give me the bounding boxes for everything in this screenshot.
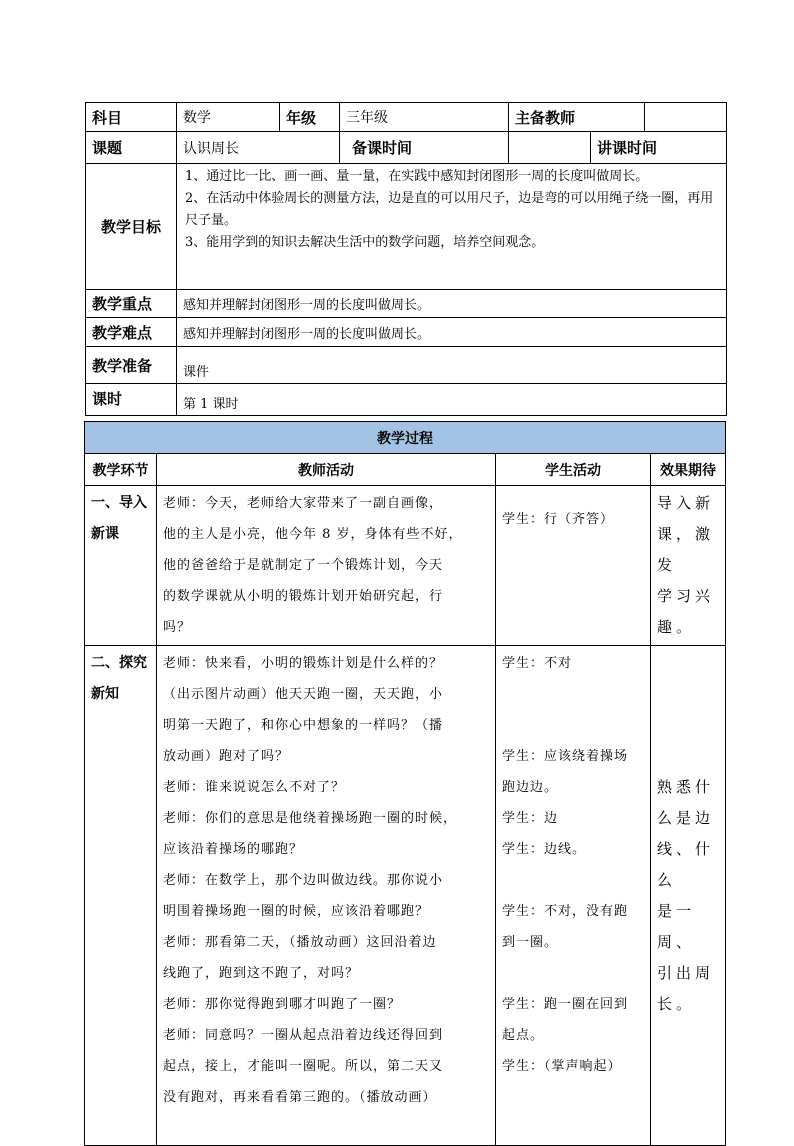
stage-line: 新知 — [91, 686, 119, 702]
effect-line: 是一周、 — [657, 901, 696, 951]
effect-line: 课，激发 — [657, 525, 715, 574]
stage-line: 一、导入 — [91, 495, 147, 511]
student-line: 跑边边。 — [502, 780, 559, 795]
teacher-line: 老师：同意吗？一圈从起点沿着边线还得回到 — [163, 1028, 444, 1043]
subject-label: 科目 — [86, 103, 177, 132]
difficulty-label: 教学难点 — [86, 318, 177, 347]
teacher-line: 线跑了，跑到这不跑了，对吗？ — [163, 966, 360, 981]
effect-line: 趣。 — [657, 618, 696, 636]
student-activity-cell — [496, 486, 651, 646]
effect-line: 导入新 — [657, 494, 715, 512]
goal-item: 2、在活动中体验周长的测量方法，边是直的可以用尺子，边是弯的可以用绳子绕一圈，再用尺子量。 — [185, 191, 714, 228]
effect-line: 熟悉什 — [657, 777, 715, 796]
effect-cell — [651, 646, 726, 1146]
student-line: 起点。 — [502, 1028, 545, 1043]
key-point-label: 教学重点 — [86, 290, 177, 318]
effect-line: 么是边 — [657, 808, 715, 827]
effect-cell — [651, 486, 726, 646]
period-value: 第 1 课时 — [177, 384, 727, 416]
grade-label: 年级 — [280, 103, 340, 132]
table-row — [85, 646, 726, 1146]
student-line — [502, 710, 644, 741]
goal-item: 3、能用学到的知识去解决生活中的数学问题，培养空间观念。 — [185, 235, 545, 250]
student-line: 到一圈。 — [502, 935, 559, 950]
stage-cell — [85, 646, 157, 1146]
teacher-line: 老师：那看第二天，（播放动画）这回沿着边 — [163, 935, 437, 950]
effect-line: 长。 — [657, 994, 696, 1013]
difficulty-value: 感知并理解封闭图形一周的长度叫做周长。 — [177, 318, 727, 347]
teacher-line: 老师：谁来说说怎么不对了？ — [163, 780, 346, 795]
preparation-label: 教学准备 — [86, 347, 177, 384]
lesson-info-table — [85, 102, 727, 416]
preparation-value: 课件 — [177, 347, 727, 384]
teacher-line: 明第一天跑了，和你心中想象的一样吗？（播 — [163, 718, 444, 733]
stage-cell — [85, 486, 157, 646]
subject-value: 数学 — [177, 103, 280, 132]
student-line: 学生：边 — [502, 811, 559, 826]
key-point-value: 感知并理解封闭图形一周的长度叫做周长。 — [177, 290, 727, 318]
process-title: 教学过程 — [85, 422, 726, 454]
student-line: 学生：（掌声响起） — [502, 1059, 622, 1074]
student-line — [502, 958, 644, 989]
teacher-line: 老师：你们的意思是他绕着操场跑一圈的时候， — [163, 811, 458, 826]
column-header-effect: 效果期待 — [651, 454, 726, 486]
teacher-line: （出示图片动画）他天天跑一圈，天天跑，小 — [163, 687, 444, 702]
teacher-line: 没有跑对，再来看看第三跑的。（播放动画） — [163, 1090, 437, 1105]
grade-value: 三年级 — [340, 103, 509, 132]
teacher-line: 老师：在数学上，那个边叫做边线。那你说小 — [163, 873, 444, 888]
teacher-line: 起点，接上，才能叫一圈呢。所以，第二天又 — [163, 1059, 444, 1074]
teacher-line: 他的主人是小亮，他今年 8 岁，身体有些不好， — [163, 527, 463, 542]
teacher-line: 老师：今天，老师给大家带来了一副自画像， — [163, 496, 444, 511]
prep-time-label: 备课时间 — [340, 132, 509, 164]
column-header-stage: 教学环节 — [85, 454, 157, 486]
goal-item: 1、通过比一比、画一画、量一量，在实践中感知封闭图形一周的长度叫做周长。 — [185, 169, 649, 184]
teacher-line: 老师：快来看，小明的锻炼计划是什么样的？ — [163, 656, 444, 671]
teacher-line: 吗？ — [163, 620, 192, 635]
teacher-line: 应该沿着操场的哪跑？ — [163, 842, 304, 857]
teacher-line: 老师：那你觉得跑到哪才叫跑了一圈？ — [163, 997, 402, 1012]
student-line: 学生：行（齐答） — [502, 512, 615, 527]
student-line: 学生：边线。 — [502, 842, 587, 857]
column-header-student: 学生活动 — [496, 454, 651, 486]
topic-value: 认识周长 — [177, 132, 340, 164]
teacher-activity-cell — [157, 486, 496, 646]
period-label: 课时 — [86, 384, 177, 416]
table-row — [85, 486, 726, 646]
column-header-teacher: 教师活动 — [157, 454, 496, 486]
effect-line: 线、什么 — [657, 839, 715, 889]
goals-label: 教学目标 — [86, 164, 177, 290]
student-line: 学生：不对 — [502, 656, 573, 671]
teacher-activity-cell — [157, 646, 496, 1146]
teacher-line: 他的爸爸给于是就制定了一个锻炼计划，今天 — [163, 558, 444, 573]
lecture-time-label: 讲课时间 — [591, 132, 727, 164]
stage-line: 新课 — [91, 526, 119, 542]
prep-time-value — [509, 132, 591, 164]
student-line — [502, 679, 644, 710]
teacher-line: 放动画）跑对了吗？ — [163, 749, 290, 764]
topic-label: 课题 — [86, 132, 177, 164]
student-activity-cell — [496, 646, 651, 1146]
student-line: 学生：应该绕着操场 — [502, 749, 629, 764]
effect-line: 学习兴 — [657, 587, 715, 605]
teacher-line: 的数学课就从小明的锻炼计划开始研究起，行 — [163, 589, 444, 604]
student-line — [502, 865, 644, 896]
stage-line: 二、探究 — [91, 655, 147, 671]
effect-line: 引出周 — [657, 963, 715, 982]
goals-content — [177, 164, 727, 290]
main-teacher-value — [645, 103, 727, 132]
teacher-line: 明围着操场跑一圈的时候，应该沿着哪跑？ — [163, 904, 430, 919]
student-line: 学生：不对，没有跑 — [502, 904, 629, 919]
student-line: 学生：跑一圈在回到 — [502, 997, 629, 1012]
teaching-process-table — [84, 421, 726, 1146]
main-teacher-label: 主备教师 — [509, 103, 645, 132]
